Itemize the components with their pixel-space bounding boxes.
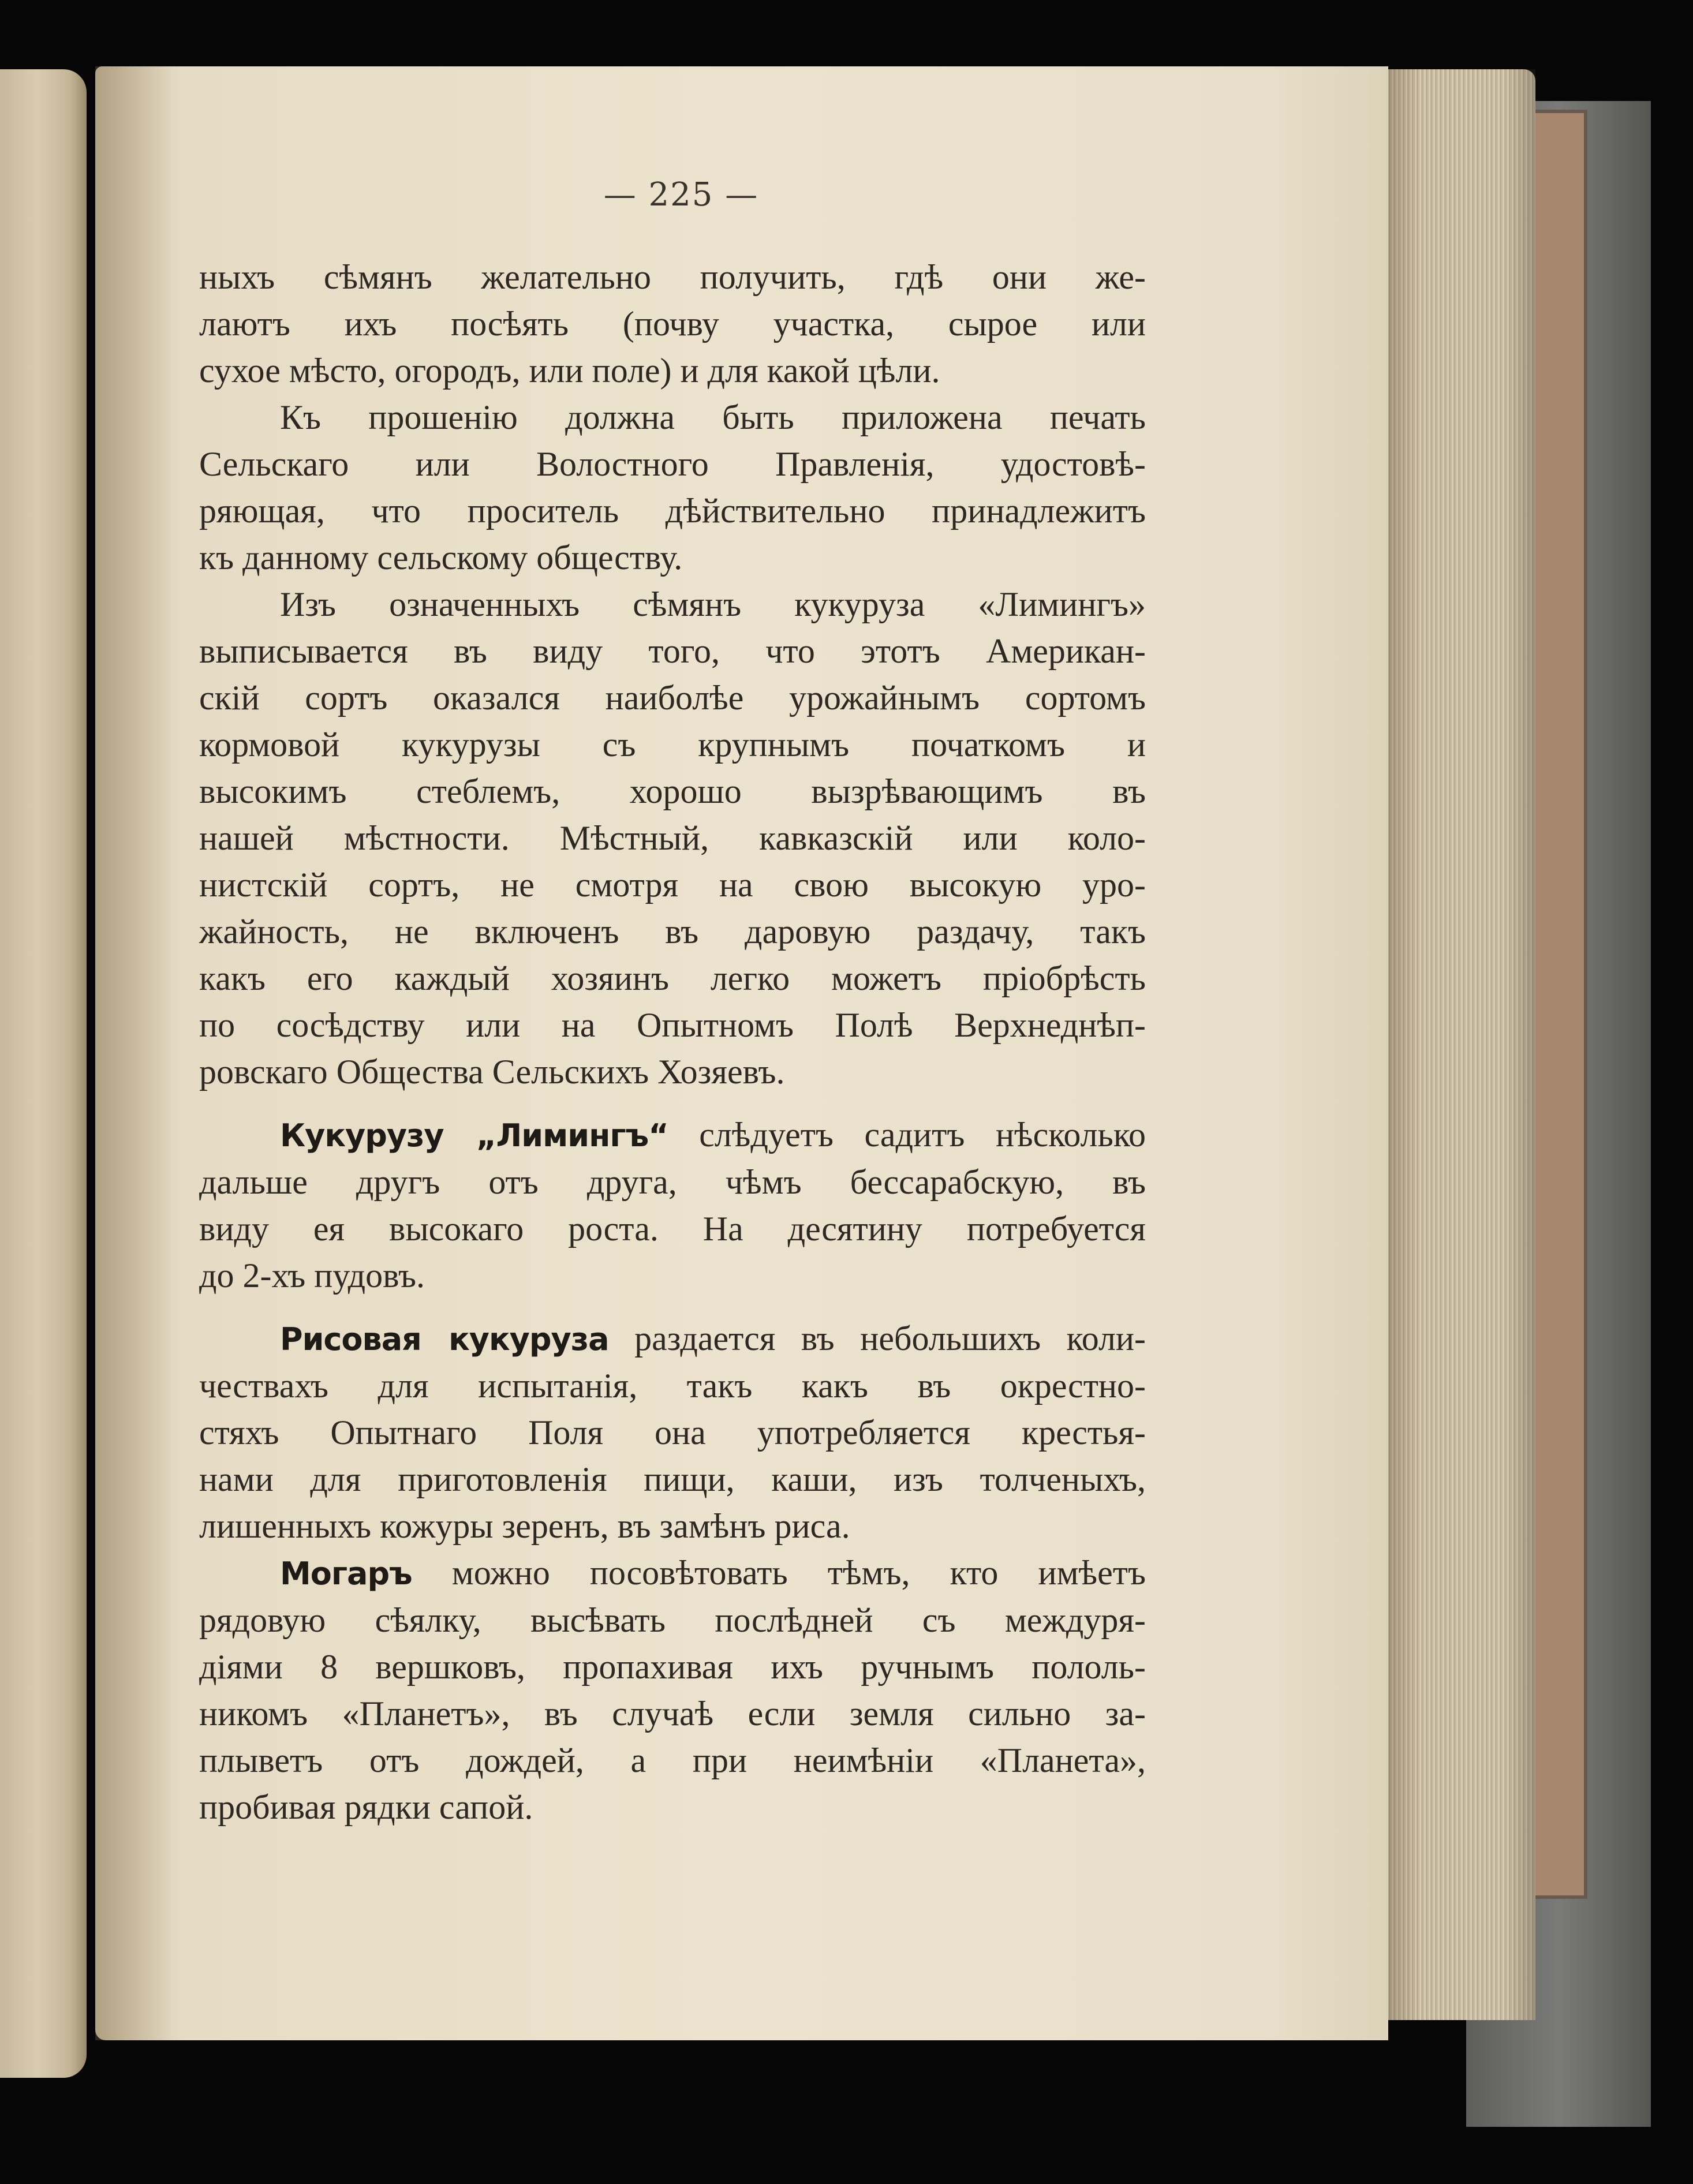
paragraph-gap [199, 1095, 1146, 1112]
text-line: нашей мѣстности. Мѣстный, кавказскій или коло- [199, 819, 1146, 857]
text-line: нистскій сортъ, не смотря на свою высокую уро- [199, 866, 1146, 904]
text-line: Изъ означенныхъ сѣмянъ кукуруза «Лимингъ» [280, 585, 1146, 623]
paragraph-gap [199, 1299, 1146, 1315]
text-line [199, 1550, 1146, 1597]
text-line: ныхъ сѣмянъ желательно получить, гдѣ они же- [199, 258, 1146, 296]
text-line: жайность, не включенъ въ даровую раздачу, такъ [199, 913, 1146, 951]
text-line: чествахъ для испытанія, такъ какъ въ окрестно- [199, 1367, 1146, 1405]
text-line: плыветъ отъ дождей, а при неимѣніи «Планета», [199, 1741, 1146, 1779]
text-line: сухое мѣсто, огородъ, или поле) и для какой цѣли. [199, 351, 940, 390]
text-line: нами для приготовленія пищи, каши, изъ толченыхъ, [199, 1460, 1146, 1498]
paragraph-rice-corn [199, 1315, 1146, 1550]
text-line: Сельскаго или Волостного Правленія, удостовѣ- [199, 445, 1146, 483]
text-line: рядовую сѣялку, высѣвать послѣдней съ междуря- [199, 1601, 1146, 1639]
page-stack-shade [1382, 69, 1535, 2020]
paragraph-leaming-corn [199, 581, 1146, 1095]
page-body-text [199, 254, 1146, 1831]
text-line: какъ его каждый хозяинъ легко можетъ пріобрѣсть [199, 959, 1146, 997]
text-line: дальше другъ отъ друга, чѣмъ бессарабскую, въ [199, 1163, 1146, 1201]
bold-keyword: Рисовая кукуруза [280, 1321, 609, 1357]
text-line: ровскаго Общества Сельскихъ Хозяевъ. [199, 1053, 785, 1091]
text-line: пробивая рядки сапой. [199, 1788, 533, 1826]
paragraph-mogar [199, 1550, 1146, 1831]
text-line: стяхъ Опытнаго Поля она употребляется крестья- [199, 1413, 1146, 1452]
text-line: виду ея высокаго роста. На десятину потребуется [199, 1210, 1146, 1248]
paragraph-planting [199, 1112, 1146, 1299]
text-line: лишенныхъ кожуры зеренъ, въ замѣнъ риса. [199, 1507, 850, 1545]
page-number: — 225 — [603, 176, 759, 214]
text-run: раздается въ небольшихъ коли- [608, 1319, 1146, 1357]
text-line: Къ прошенію должна быть приложена печать [280, 398, 1146, 436]
text-line: діями 8 вершковъ, пропахивая ихъ ручнымъ пололь- [199, 1648, 1146, 1686]
text-run: можно посовѣтовать тѣмъ, кто имѣетъ [412, 1554, 1146, 1592]
gutter-shadow [95, 66, 182, 2040]
text-line: кормовой кукурузы съ крупнымъ початкомъ и [199, 725, 1146, 764]
text-line: скій сортъ оказался наиболѣе урожайнымъ сортомъ [199, 679, 1146, 717]
text-line: по сосѣдству или на Опытномъ Полѣ Верхнеднѣп- [199, 1006, 1146, 1044]
text-line: никомъ «Планетъ», въ случаѣ если земля сильно за- [199, 1695, 1146, 1733]
text-line: высокимъ стеблемъ, хорошо вызрѣвающимъ въ [199, 772, 1146, 810]
previous-page-edge [0, 69, 87, 2078]
paragraph-seal [199, 394, 1146, 581]
bold-keyword: Могаръ [280, 1555, 412, 1592]
text-line: къ данному сельскому обществу. [199, 538, 683, 577]
text-line: ряющая, что проситель дѣйствительно принадлежитъ [199, 492, 1146, 530]
text-run: слѣдуетъ садитъ нѣсколько [668, 1116, 1146, 1154]
text-line: лаютъ ихъ посѣять (почву участка, сырое или [199, 305, 1146, 343]
text-line [199, 1112, 1146, 1159]
text-line [199, 1315, 1146, 1363]
text-line: до 2-хъ пудовъ. [199, 1256, 425, 1295]
text-line: выписывается въ виду того, что этотъ Американ- [199, 632, 1146, 670]
bold-keyword: Кукурузу „Лимингъ“ [280, 1117, 668, 1154]
paragraph-continuation [199, 254, 1146, 394]
cover-inner-board [1530, 110, 1587, 1899]
